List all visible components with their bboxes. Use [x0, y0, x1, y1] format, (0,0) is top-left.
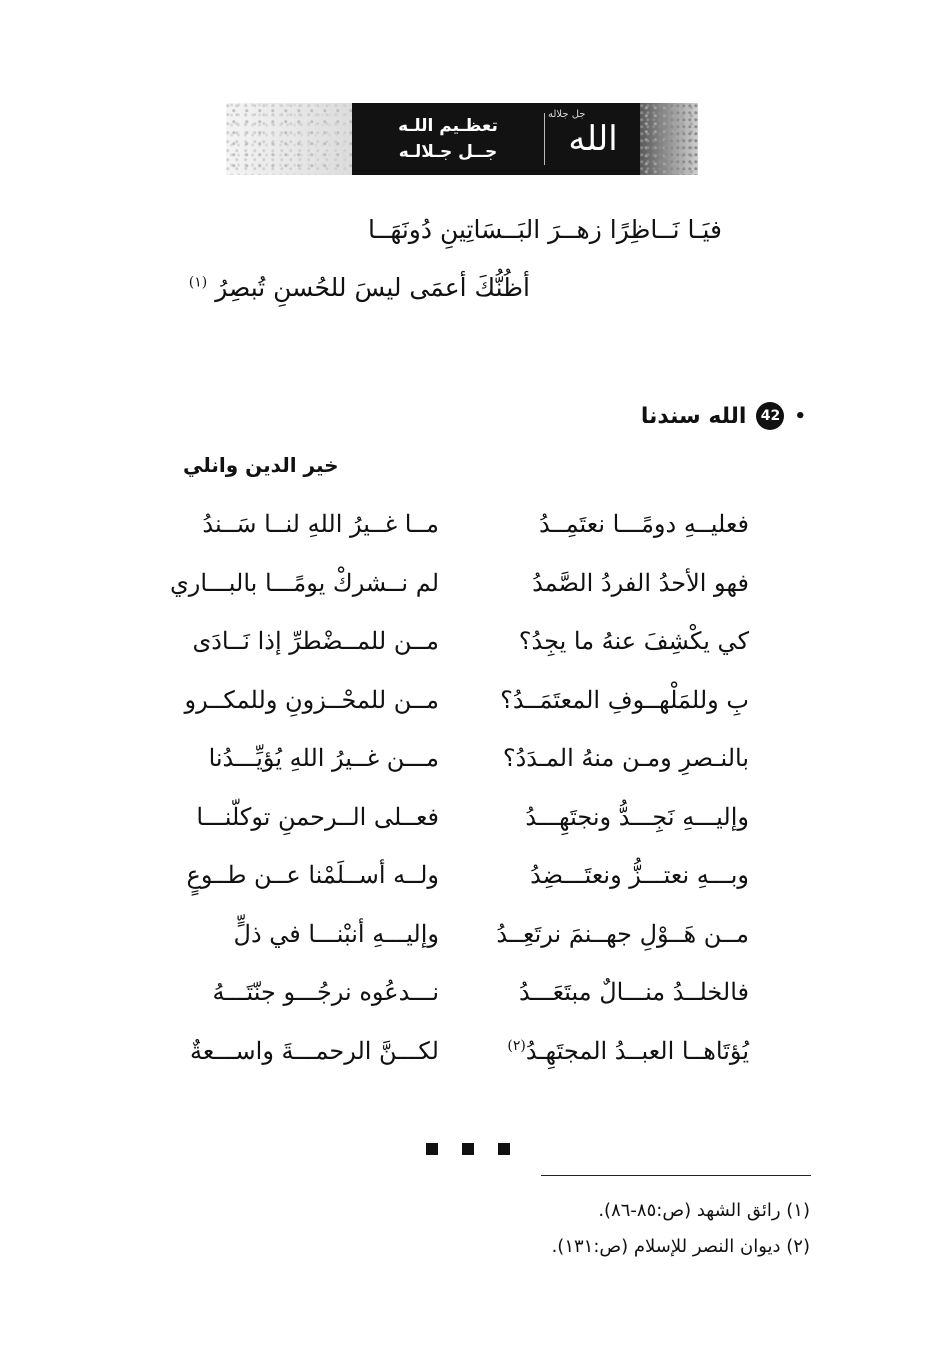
section-number-badge: 42: [756, 402, 784, 430]
footnote: (١) رائق الشهد (ص:٨٥-٨٦).: [598, 1200, 810, 1221]
poem-second-hemistich: مــن هَــوْلِ جهــنمَ نرتَعِــدُ: [496, 919, 749, 948]
footnote: (٢) ديوان النصر للإسلام (ص:١٣١).: [551, 1236, 810, 1257]
poem-line: [0, 617, 932, 676]
intro-verse-text: أظُنُّكَ أعمَى ليسَ للحُسنِ تُبصِرُ: [215, 273, 530, 302]
footnote-marker: (٢): [507, 1037, 526, 1054]
poem-first-hemistich: وإليـــهِ أنبْنـــا في ذلٍّ: [233, 919, 439, 948]
poem-second-hemistich: وبـــهِ نعتـــزُّ ونعتَـــضِدُ: [530, 861, 749, 889]
poet-name: خير الدين وانلي: [183, 453, 339, 477]
poem: [0, 500, 932, 1085]
bullet-icon: •: [794, 405, 806, 427]
separator-square-icon: [462, 1143, 474, 1155]
chapter-banner: [226, 103, 698, 175]
poem-line: [0, 559, 932, 618]
poem-second-hemistich: بِ وللمَلْهــوفِ المعتَمَــدُ؟: [500, 685, 749, 714]
intro-verse-line: فيَـا نَــاظِرًا زهــرَ البَــسَاتِينِ دُونَهَــا: [368, 215, 722, 244]
poem-line: [0, 793, 932, 852]
banner-texture: [226, 103, 354, 175]
poem-first-hemistich: لم نــشركْ يومًـــا بالبـــاري: [169, 568, 439, 597]
poem-line: [0, 500, 932, 559]
footnote-marker: (١): [188, 274, 208, 291]
banner-divider: [544, 113, 545, 165]
poem-first-hemistich: مــن للمحْــزونِ وللمكــرو: [184, 685, 439, 714]
poem-line: [0, 910, 932, 969]
poem-second-hemistich: فالخلــدُ منـــالٌ مبتَعَـــدُ: [518, 978, 749, 1006]
banner-texture: [640, 103, 698, 175]
separator-square-icon: [498, 1143, 510, 1155]
intro-verse-line: [189, 270, 530, 306]
poem-second-hemistich: [499, 1031, 749, 1071]
banner-title-line: تعظـيم اللـه: [398, 116, 498, 136]
section-heading: [641, 402, 806, 430]
banner-title: [362, 113, 534, 165]
poem-first-hemistich: مـــن غــيرُ اللهِ يُؤيِّـــدُنا: [208, 744, 439, 772]
poem-second-hemistich: فعليــهِ دومًـــا نعتَمِــدُ: [539, 510, 749, 538]
poem-second-hemistich: وإليـــهِ نَجِـــدُّ ونجتَهِـــدُ: [525, 802, 749, 831]
poem-line: [0, 676, 932, 735]
separator-square-icon: [426, 1143, 438, 1155]
section-separator: [426, 1143, 510, 1155]
poem-second-hemistich: بالنـصرِ ومـن منهُ المـدَدُ؟: [502, 744, 749, 772]
poem-line: [0, 968, 932, 1027]
poem-hemistich-text: يُؤتَاهــا العبــدُ المجتَهِـدُ: [525, 1036, 749, 1065]
poem-line: [0, 1027, 932, 1086]
calligraphy-logo-caption: جل جلاله: [548, 109, 586, 120]
calligraphy-logo: الله: [568, 119, 618, 159]
poem-first-hemistich: لكـــنَّ الرحمـــةَ واســـعةٌ: [190, 1036, 439, 1065]
banner-title-line: جــل جـلالـه: [398, 142, 498, 162]
poem-first-hemistich: نـــدعُوه نرجُـــو جنّتَـــهُ: [212, 978, 439, 1006]
poem-second-hemistich: كي يكْشِفَ عنهُ ما يجِدُ؟: [518, 627, 749, 655]
poem-first-hemistich: مــن للمــضْطرِّ إذا نَــادَى: [192, 627, 439, 655]
poem-first-hemistich: مــا غــيرُ اللهِ لنــا سَــندُ: [202, 510, 439, 538]
poem-line: [0, 734, 932, 793]
section-title: الله سندنا: [640, 403, 747, 429]
poem-second-hemistich: فهو الأحدُ الفردُ الصَّمدُ: [532, 568, 749, 597]
footnote-divider: [541, 1175, 811, 1176]
poem-first-hemistich: ولــه أســلَمْنا عــن طــوعٍ: [186, 861, 439, 889]
poem-first-hemistich: فعــلى الــرحمنِ توكلّنـــا: [196, 802, 439, 831]
poem-line: [0, 851, 932, 910]
